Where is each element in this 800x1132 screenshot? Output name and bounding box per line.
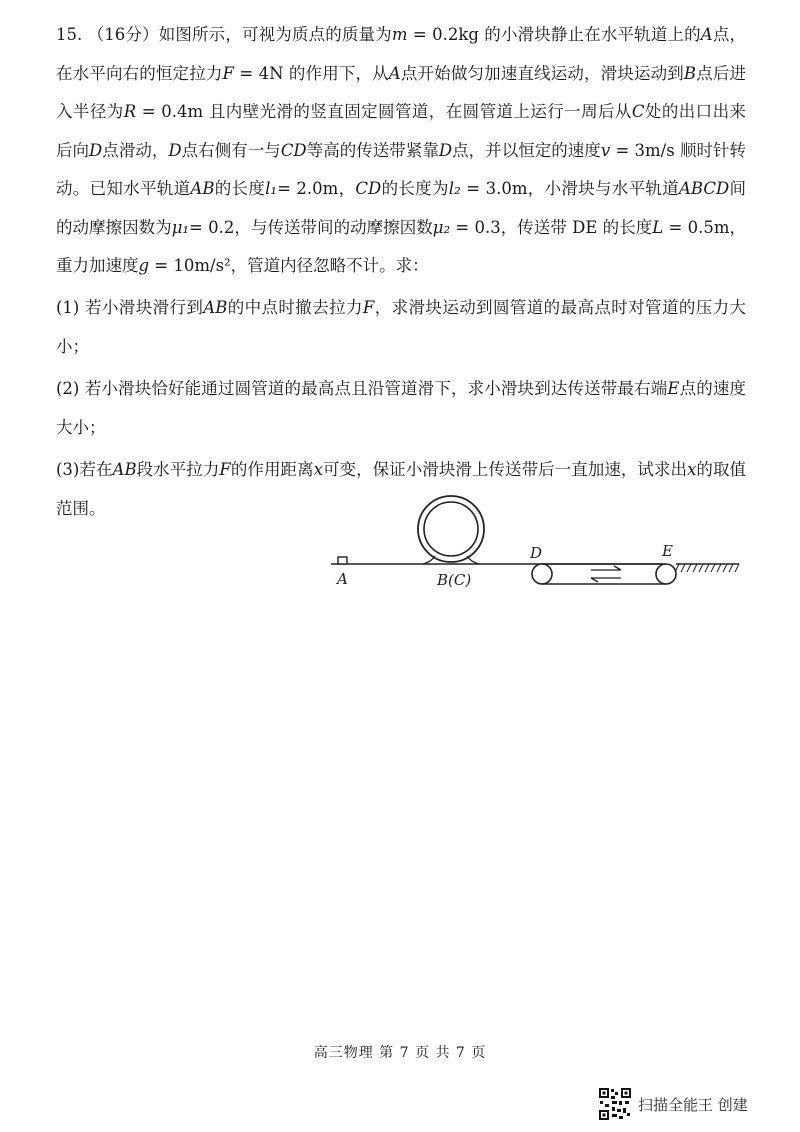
- point-label: A: [700, 25, 713, 44]
- text: 的中点时撤去拉力: [227, 298, 363, 317]
- text: 点右侧有一与: [181, 140, 281, 160]
- point-label: D: [89, 140, 103, 160]
- point-label: C: [631, 102, 645, 121]
- page-footer: 高三物理 第 7 页 共 7 页: [313, 1045, 487, 1061]
- text: 的取值范围。: [56, 460, 747, 518]
- friction-symbol: μ₂: [432, 217, 451, 237]
- point-label: D: [168, 140, 182, 160]
- text: 等高的传送带紧靠: [306, 140, 439, 160]
- text: = 3m/s 顺时针转动。已知水平轨道: [56, 140, 747, 198]
- point-label: D: [438, 140, 453, 160]
- text: = 0.4m 且内壁光滑的竖直固定圆管道，在圆管道上运行一周后从: [136, 102, 632, 121]
- point-label: A: [388, 63, 401, 83]
- text: = 0.3，传送带 DE 的长度: [450, 217, 653, 237]
- text: 点，并以恒定的速度: [452, 140, 601, 160]
- loop-pipe-outer: [418, 496, 484, 562]
- arrow-right-icon: [591, 566, 621, 570]
- text: 点，在水平向右的恒定拉力: [56, 25, 747, 83]
- text: (2) 若小滑块恰好能通过圆管道的最高点且沿管道滑下，求小滑块到达传送带最右端: [56, 379, 668, 398]
- text: 点滑动，: [102, 140, 169, 160]
- text: 的作用距离: [230, 460, 314, 479]
- label-a: A: [337, 570, 348, 588]
- watermark-text: 扫描全能王 创建: [638, 1095, 748, 1114]
- length-symbol: l₂: [448, 179, 461, 198]
- ground-hatch: [675, 564, 739, 572]
- problem-statement: [56, 16, 746, 286]
- text: (1) 若小滑块滑行到: [56, 298, 204, 317]
- question-1: [56, 289, 746, 366]
- question-2: [56, 370, 746, 447]
- speed-symbol: v: [600, 140, 611, 160]
- segment-label: AB: [112, 460, 137, 479]
- distance-symbol: x: [313, 460, 323, 479]
- force-symbol: F: [222, 63, 234, 83]
- text: 15. （16分）如图所示，可视为质点的质量为: [56, 25, 392, 44]
- segment-label: AB: [203, 298, 228, 317]
- text: = 4N 的作用下，从: [233, 63, 389, 83]
- loop-pipe-inner: [424, 502, 478, 556]
- text: 点的速度大小；: [56, 379, 747, 437]
- length-symbol: l₁: [265, 179, 278, 198]
- text: = 10m/s²，管道内径忽略不计。求：: [149, 256, 429, 275]
- arrow-left-icon: [591, 578, 621, 582]
- track-diagram: [325, 488, 745, 600]
- text: (3)若在: [56, 460, 113, 479]
- force-symbol: F: [362, 298, 375, 317]
- text: = 0.2，与传送带间的动摩擦因数: [189, 217, 433, 237]
- segment-label: ABCD: [679, 179, 730, 198]
- label-bc: B(C): [437, 571, 472, 589]
- radius-symbol: R: [123, 102, 137, 121]
- conveyor-roller-right: [656, 564, 676, 584]
- scanner-watermark: [598, 1087, 748, 1121]
- text: ，求滑块运动到圆管道的最高点时对管道的压力大小；: [56, 298, 747, 356]
- text: 的长度为: [381, 179, 449, 198]
- text: = 0.5m，重力加速度: [56, 217, 747, 275]
- text: 的长度: [214, 179, 266, 198]
- qr-code-icon: [598, 1087, 632, 1121]
- conveyor-roller-left: [532, 564, 552, 584]
- text: = 2.0m，: [277, 179, 356, 198]
- distance-symbol: x: [687, 460, 697, 479]
- text: 处的出口出来后向: [56, 102, 747, 160]
- segment-label: AB: [190, 179, 215, 198]
- segment-label: CD: [280, 140, 307, 160]
- text: 点开始做匀加速直线运动，滑块运动到: [400, 63, 684, 83]
- point-label: E: [667, 379, 680, 398]
- label-d: D: [530, 544, 543, 562]
- text: 点后进入半径为: [56, 63, 747, 121]
- text: 段水平拉力: [136, 460, 220, 479]
- text: = 0.2kg 的小滑块静止在水平轨道上的: [407, 25, 701, 44]
- slider-block: [338, 557, 347, 564]
- segment-label: CD: [355, 179, 382, 198]
- label-e: E: [662, 542, 673, 560]
- point-label: B: [683, 63, 697, 83]
- gravity-symbol: g: [138, 256, 150, 275]
- friction-symbol: μ₁: [171, 217, 190, 237]
- force-symbol: F: [219, 460, 231, 479]
- text: 可变，保证小滑块滑上传送带后一直加速，试求出: [322, 460, 688, 479]
- length-symbol: L: [652, 217, 664, 237]
- mass-symbol: m: [391, 25, 408, 44]
- text: 间的动摩擦因数为: [56, 179, 747, 237]
- text: = 3.0m，小滑块与水平轨道: [460, 179, 680, 198]
